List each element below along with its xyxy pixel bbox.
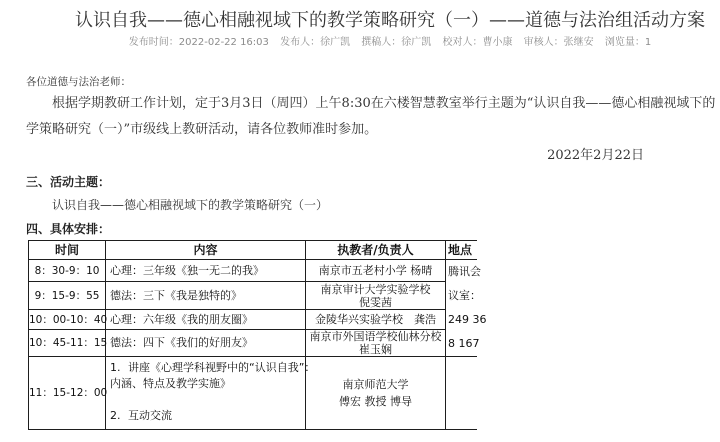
table-row — [29, 282, 477, 310]
teacher-text: 南京市五老村小学 杨晴 — [318, 263, 433, 277]
teacher-cell — [306, 310, 446, 330]
meta-publish-time: 发布时间：2022-02-22 16:03 — [128, 37, 269, 48]
teacher-text: 南京市外国语学校仙林分校 — [309, 330, 442, 343]
list-number: 1. — [110, 361, 121, 374]
location-cell — [446, 260, 487, 357]
table-head — [29, 241, 477, 260]
time-text: 11：15-12：00 — [29, 387, 108, 399]
meta-reviewer: 审核人：张继安 — [523, 37, 594, 48]
content-cell — [106, 282, 306, 310]
theme-text: 认识自我——德心相融视域下的教学策略研究（一） — [52, 198, 329, 212]
time-cell — [29, 260, 106, 282]
content-text: 德法：三下《我是独特的》 — [110, 288, 242, 302]
location-text: 8 167 — [448, 337, 480, 350]
notice-paragraph-line: 学策略研究（一）”市级线上教研活动，请各位教师准时参加。 — [26, 122, 378, 137]
teacher-cell — [306, 330, 446, 357]
notice-date: 2022年2月22日 — [547, 148, 644, 163]
content-text: 心理：六年级《我的朋友圈》 — [110, 312, 253, 326]
table-body — [29, 260, 487, 430]
schedule-table-viewport — [28, 240, 487, 430]
section-heading-theme: 三、活动主题： — [26, 175, 111, 189]
time-cell — [29, 330, 106, 357]
location-cell — [446, 357, 477, 430]
salutation: 各位道德与法治老师： — [26, 76, 131, 88]
teacher-text: 金陵华兴实验学校 龚浩 — [315, 312, 436, 326]
notice-paragraph-line: 根据学期教研工作计划，定于3月3日（周四）上午8:30在六楼智慧教室举行主题为“认识自我——德心相融视域下的 — [52, 96, 716, 111]
table-row — [29, 260, 477, 282]
meta-publisher: 发布人：徐广凯 — [280, 37, 351, 48]
column-header-time: 时间 — [29, 241, 106, 260]
table-row — [29, 310, 477, 330]
teacher-cell — [306, 260, 446, 282]
table-row — [29, 330, 477, 357]
meta-view-count: 浏览量：1 — [604, 37, 652, 48]
column-header-teacher: 执教者/负责人 — [306, 241, 446, 260]
table-row — [29, 357, 477, 430]
content-list-item — [110, 360, 316, 376]
teacher-text: 傅宏 教授 博导 — [339, 395, 412, 408]
time-text: 10：45-11：15 — [29, 337, 108, 349]
meta-writer: 撰稿人：徐广凯 — [361, 37, 432, 48]
time-text: 10：00-10：40 — [29, 313, 108, 326]
table-header-row — [29, 241, 477, 260]
teacher-text: 倪雯茜 — [359, 295, 392, 309]
column-header-location-label: 地点 — [448, 242, 473, 257]
time-cell — [29, 357, 106, 430]
schedule-table — [28, 240, 487, 430]
article-meta — [60, 35, 720, 51]
column-header-content: 内容 — [106, 241, 306, 260]
content-cell — [106, 310, 306, 330]
teacher-cell — [306, 282, 446, 310]
time-text: 9：15-9：55 — [34, 289, 100, 302]
location-text: 议室： — [448, 289, 481, 302]
location-text: 249 36 — [448, 313, 487, 326]
list-text-continued: 内涵、特点及教学实施》 — [110, 377, 231, 390]
content-cell — [106, 357, 316, 430]
content-list-item — [110, 408, 305, 424]
time-cell — [29, 310, 106, 330]
list-text: 互动交流 — [128, 409, 172, 422]
time-cell — [29, 282, 106, 310]
content-cell — [106, 330, 306, 357]
location-text: 腾讯会 — [448, 265, 481, 278]
teacher-cell — [306, 357, 446, 430]
content-text: 德法：四下《我们的好朋友》 — [110, 336, 253, 349]
time-text: 8：30-9：10 — [34, 264, 100, 277]
section-heading-schedule: 四、具体安排： — [26, 222, 111, 236]
meta-proofreader: 校对人：曹小康 — [442, 37, 513, 48]
list-number: 2. — [110, 409, 121, 422]
list-spacer — [110, 392, 305, 408]
teacher-text: 崔玉娴 — [359, 343, 392, 356]
content-text: 心理：三年级《独一无二的我》 — [110, 263, 264, 277]
teacher-text: 南京师范大学 — [342, 378, 409, 391]
article-title: 认识自我——德心相融视域下的教学策略研究（一）——道德与法治组活动方案 — [75, 10, 705, 31]
column-header-location — [446, 241, 477, 260]
teacher-text: 南京审计大学实验学校 — [320, 282, 431, 296]
list-text: 讲座《心理学科视野中的“认识自我”： — [128, 361, 316, 374]
content-cell — [106, 260, 306, 282]
